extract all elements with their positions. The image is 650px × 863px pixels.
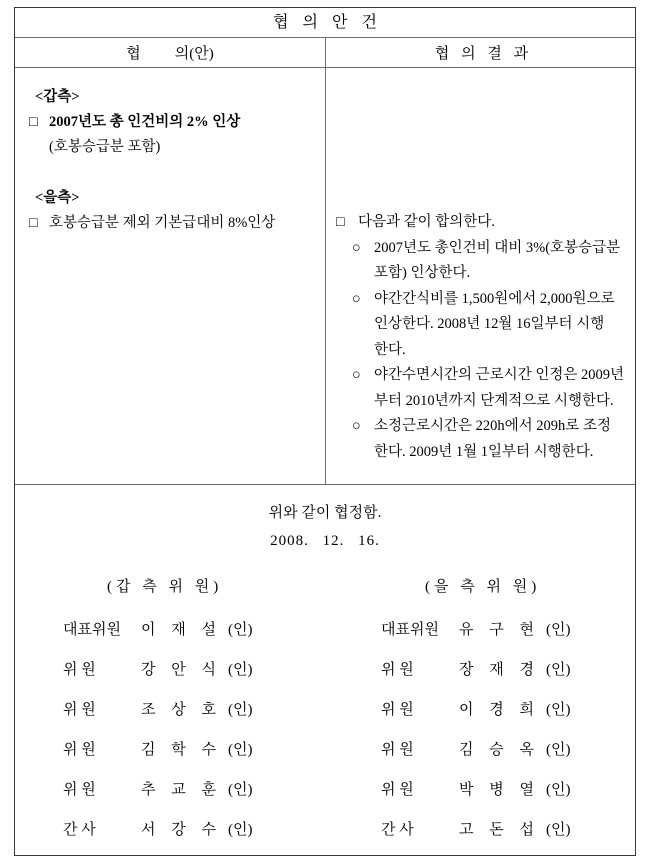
- party-b-item: [29, 211, 325, 236]
- seal-placeholder: (인): [227, 662, 253, 678]
- seal-placeholder: (인): [545, 662, 571, 678]
- seal-placeholder: (인): [545, 822, 571, 838]
- checkbox-icon: □: [336, 214, 345, 230]
- signature-columns: [15, 575, 635, 838]
- result-item-line: 포함) 인상한다.: [374, 265, 471, 281]
- signature-section: [15, 485, 635, 856]
- result-item-line: 부터 2010년까지 단계적으로 시행한다.: [374, 392, 614, 409]
- result-item: [336, 414, 631, 465]
- seal-placeholder: (인): [545, 622, 571, 638]
- header-cell-result: [326, 37, 637, 67]
- checkbox-icon: □: [29, 114, 38, 130]
- signatory-name: 강 안 식: [141, 662, 222, 678]
- header-cell-proposal: [15, 37, 325, 67]
- signatory-role: 간 사: [381, 822, 414, 838]
- circle-bullet-icon: ○: [352, 290, 361, 307]
- header-proposal-part2: 의(안): [174, 45, 214, 62]
- party-a-label: <갑측>: [35, 89, 80, 105]
- signatory-role: 위 원: [63, 662, 96, 678]
- seal-placeholder: (인): [227, 702, 253, 718]
- signatory-name: 김 승 옥: [459, 742, 540, 758]
- seal-placeholder: (인): [545, 742, 571, 758]
- seal-placeholder: (인): [227, 622, 253, 638]
- page-title: 협 의 안 건: [273, 13, 382, 31]
- signature-row: [381, 778, 570, 818]
- signatory-role: 위 원: [381, 662, 414, 678]
- seal-placeholder: (인): [545, 702, 571, 718]
- seal-placeholder: (인): [227, 782, 253, 798]
- party-a-item-text: 2007년도 총 인건비의 2% 인상: [49, 114, 241, 130]
- signatory-name: 박 병 열: [459, 782, 540, 798]
- result-item-line: 야간간식비를 1,500원에서 2,000원으로: [374, 290, 615, 307]
- circle-bullet-icon: ○: [352, 418, 361, 434]
- signatory-name: 고 돈 섭: [459, 822, 540, 838]
- signatory-name: 이 재 설: [141, 622, 222, 638]
- signature-row: [63, 698, 252, 738]
- seal-placeholder: (인): [545, 782, 571, 798]
- signatory-name: 김 학 수: [141, 742, 222, 758]
- signatory-role: 위 원: [381, 782, 414, 798]
- agreement-date-year: 2008.: [270, 533, 309, 549]
- agreement-statement-block: [15, 485, 635, 555]
- signatory-role: 위 원: [63, 782, 96, 798]
- signatory-name: 장 재 경: [459, 662, 540, 678]
- table-header-row: [15, 37, 635, 67]
- title-row: [15, 8, 635, 37]
- result-item-line: 2007년도 총인건비 대비 3%(호봉승급분: [374, 239, 621, 256]
- signatory-name: 유 구 현: [459, 622, 540, 638]
- signatory-role: 위 원: [381, 702, 414, 718]
- agreement-date-day: 16.: [358, 533, 380, 549]
- signature-row: [381, 738, 570, 778]
- proposal-cell: [15, 67, 325, 484]
- party-b-item-text: 호봉승급분 제외 기본급대비 8%인상: [49, 215, 276, 231]
- seal-placeholder: (인): [227, 742, 253, 758]
- signature-column-header-a: (갑 측 위 원): [107, 579, 223, 595]
- checkbox-icon: □: [29, 215, 38, 231]
- signatory-role: 위 원: [63, 702, 96, 718]
- signature-row: [63, 738, 252, 778]
- circle-bullet-icon: ○: [352, 239, 361, 256]
- seal-placeholder: (인): [227, 822, 253, 838]
- header-result-label: 협 의 결 과: [434, 45, 533, 62]
- signatory-role: 대표위원: [381, 622, 439, 638]
- agreement-table: [14, 7, 636, 856]
- header-proposal-part1: 협: [126, 45, 141, 62]
- signature-row: [381, 818, 570, 858]
- result-item-line: 한다. 2009년 1월 1일부터 시행한다.: [374, 443, 594, 460]
- signatory-name: 조 상 호: [141, 702, 222, 718]
- result-item-line: 인상한다. 2008년 12월 16일부터 시행: [374, 316, 605, 332]
- signature-row: [63, 778, 252, 818]
- signature-column-party-b: [381, 575, 570, 858]
- signatory-role: 위 원: [63, 742, 96, 758]
- signature-row: [381, 698, 570, 738]
- result-content: [336, 67, 631, 465]
- signature-row: [381, 618, 570, 658]
- signatory-name: 서 강 수: [141, 822, 222, 838]
- result-heading-text: 다음과 같이 합의한다.: [358, 214, 495, 230]
- proposal-spacer: [29, 160, 325, 186]
- party-a-item: [29, 110, 325, 135]
- circle-bullet-icon: ○: [352, 367, 361, 383]
- result-heading: [336, 210, 631, 236]
- signature-row: [63, 818, 252, 858]
- result-item-line: 소정근로시간은 220h에서 209h로 조정: [374, 418, 611, 434]
- signatory-role: 간 사: [63, 822, 96, 838]
- result-item-line: 한다.: [374, 341, 406, 358]
- result-item: [336, 363, 631, 414]
- signatory-name: 이 경 희: [459, 702, 540, 718]
- agreement-date-month: 12.: [322, 533, 345, 549]
- signature-row: [63, 618, 252, 658]
- result-item: [336, 287, 631, 364]
- result-item: [336, 236, 631, 287]
- signature-row: [381, 658, 570, 698]
- result-item-line: 야간수면시간의 근로시간 인정은 2009년: [374, 367, 624, 383]
- signatory-role: 대표위원: [63, 622, 121, 638]
- signature-column-header-b: (을 측 위 원): [425, 579, 541, 595]
- signature-column-party-a: [63, 575, 252, 858]
- agreement-date: [15, 527, 635, 555]
- party-b-label: <을측>: [35, 190, 80, 206]
- signatory-name: 추 교 훈: [141, 782, 222, 798]
- party-a-item-sub: (호봉승급분 포함): [49, 139, 161, 155]
- result-cell: [326, 67, 637, 484]
- signature-row: [63, 658, 252, 698]
- agreement-statement: 위와 같이 협정함.: [268, 505, 382, 521]
- signatory-role: 위 원: [381, 742, 414, 758]
